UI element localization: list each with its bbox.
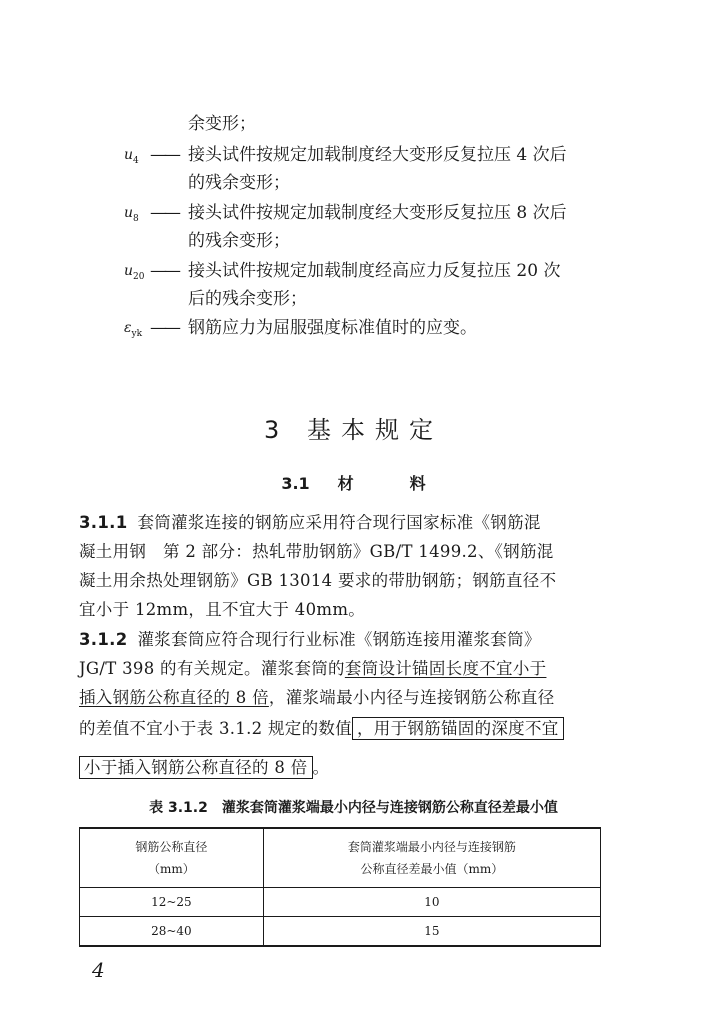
continuation-text: 后的残余变形； — [188, 289, 307, 309]
symbol-definition-u8-continuation — [0, 227, 707, 255]
header-line: 公称直径差最小值（mm） — [360, 862, 504, 876]
symbol-definition-epsilon-yk — [0, 314, 707, 342]
symbol-definition-u20-continuation — [0, 285, 707, 313]
continuation-text: 的残余变形； — [188, 231, 290, 251]
table-title: 灌浆套筒灌浆端最小内径与连接钢筋公称直径差最小值 — [221, 800, 558, 816]
header-line: 钢筋公称直径 — [135, 840, 208, 854]
table-cell: 10 — [263, 888, 600, 917]
symbol-definition-u4-continuation — [0, 169, 707, 197]
page-number: 4 — [92, 958, 105, 982]
symbol-definition-u4 — [0, 141, 707, 169]
symbol-description: 接头试件按规定加载制度经大变形反复拉压 4 次后 — [188, 145, 567, 165]
section-number: 3.1 — [281, 474, 310, 493]
symbol: $u_4$ — [124, 147, 139, 166]
clause-3-1-1-line-1 — [79, 508, 604, 537]
clause-3-1-2-line-2 — [79, 654, 604, 683]
clause-3-1-1-line-4: 宜小于 12mm，且不宜大于 40mm。 — [79, 600, 366, 619]
table-cell: 12~25 — [80, 888, 264, 917]
symbol-dash: —— — [150, 318, 178, 338]
clause-text: 。 — [312, 758, 330, 777]
clause-text: ，灌浆端最小内径与连接钢筋公称直径 — [268, 688, 555, 707]
clause-number: 3.1.1 — [79, 513, 128, 532]
chapter-title: 基本规定 — [306, 416, 443, 444]
table-header-row — [80, 828, 601, 888]
section-title-part2: 料 — [409, 474, 426, 493]
symbol-dash: —— — [150, 203, 178, 223]
clause-3-1-1-line-2: 凝土用钢 第 2 部分：热轧带肋钢筋》GB/T 1499.2、《钢筋混 — [79, 542, 554, 561]
header-line: 套筒灌浆端最小内径与连接钢筋 — [347, 840, 516, 854]
clause-text: 灌浆套筒应符合现行行业标准《钢筋连接用灌浆套筒》 — [137, 630, 541, 649]
chapter-heading — [0, 410, 707, 445]
section-title-part1: 材 — [337, 474, 354, 493]
clause-3-1-2-line-3 — [79, 683, 604, 712]
clause-number: 3.1.2 — [79, 630, 128, 649]
symbol-description: 接头试件按规定加载制度经大变形反复拉压 8 次后 — [188, 203, 567, 223]
chapter-number: 3 — [264, 416, 290, 444]
symbol-description: 接头试件按规定加载制度经高应力反复拉压 20 次 — [188, 261, 561, 281]
table-cell: 15 — [263, 917, 600, 947]
clause-3-1-2-line-1 — [79, 625, 604, 654]
underlined-text: 套筒设计锚固长度不宜小于 — [344, 659, 547, 678]
symbol-description: 钢筋应力为屈服强度标准值时的应变。 — [188, 318, 477, 338]
table-row — [80, 917, 601, 947]
symbol-list-continuation — [0, 110, 707, 138]
table-label: 表 3.1.2 — [149, 800, 208, 816]
clause-3-1-2-line-4 — [79, 714, 604, 743]
boxed-annotation: 小于插入钢筋公称直径的 8 倍 — [79, 756, 313, 779]
symbol-dash: —— — [150, 261, 178, 281]
section-heading — [0, 471, 707, 494]
table-row — [80, 888, 601, 917]
table-header-cell — [263, 828, 600, 888]
table-header-cell — [80, 828, 264, 888]
clause-3-1-2-line-5 — [79, 753, 604, 782]
continuation-text: 的残余变形； — [188, 173, 290, 193]
table-caption — [0, 797, 707, 817]
symbol: $u_8$ — [124, 205, 139, 224]
clause-text: 的差值不宜小于表 3.1.2 规定的数值 — [79, 719, 352, 738]
symbol-definition-u20 — [0, 257, 707, 285]
header-line: （mm） — [148, 862, 195, 876]
clause-text: 套筒灌浆连接的钢筋应采用符合现行国家标准《钢筋混 — [137, 513, 541, 532]
symbol-definition-u8 — [0, 199, 707, 227]
table-cell: 28~40 — [80, 917, 264, 947]
symbol-dash: —— — [150, 145, 178, 165]
boxed-annotation: ，用于钢筋锚固的深度不宜 — [352, 717, 564, 740]
data-table — [79, 827, 601, 947]
underlined-text: 插入钢筋公称直径的 8 倍 — [79, 688, 269, 707]
symbol: $\varepsilon_{yk}$ — [124, 320, 143, 339]
clause-text: JG/T 398 的有关规定。灌浆套筒的 — [79, 659, 345, 678]
continuation-text: 余变形； — [188, 114, 256, 134]
clause-3-1-1-line-3: 凝土用余热处理钢筋》GB 13014 要求的带肋钢筋；钢筋直径不 — [79, 571, 557, 590]
symbol: $u_{20}$ — [124, 263, 145, 282]
